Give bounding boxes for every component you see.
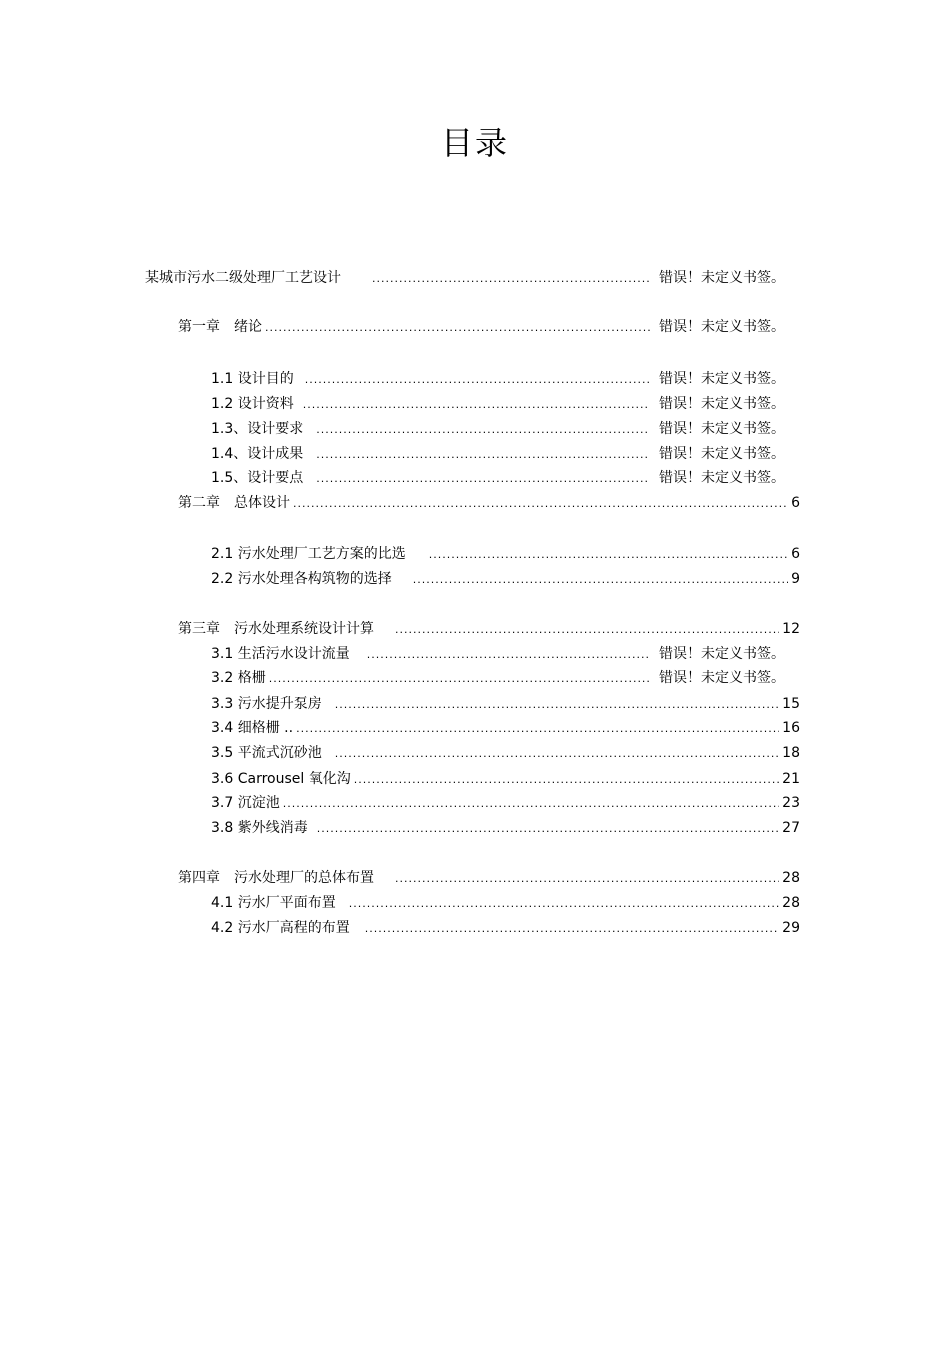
toc-leader-dots <box>303 395 650 415</box>
toc-entry[interactable] <box>211 918 800 939</box>
toc-leader-dots <box>316 420 650 440</box>
toc-entry-label: 2.1 污水处理厂工艺方案的比选 <box>211 546 406 562</box>
toc-leader-dots <box>413 570 788 590</box>
toc-entry-page: 9 <box>791 571 800 587</box>
toc-entry[interactable] <box>211 444 785 465</box>
toc-leader-dots <box>316 445 650 465</box>
toc-entry[interactable] <box>211 544 800 565</box>
toc-entry-label: 3.5 平流式沉砂池 <box>211 745 322 761</box>
toc-entry[interactable] <box>211 743 800 764</box>
toc-entry-page: 29 <box>782 920 800 936</box>
toc-entry-page: 错误！未定义书签。 <box>659 371 785 387</box>
toc-entry-label: 3.7 沉淀池 <box>211 795 280 811</box>
toc-entry[interactable] <box>211 694 800 715</box>
toc-entry-label: 某城市污水二级处理厂工艺设计 <box>145 270 341 286</box>
toc-leader-dots <box>429 545 788 565</box>
toc-entry-page: 错误！未定义书签。 <box>659 470 785 486</box>
toc-entry-label: 1.5、设计要点 <box>211 470 304 486</box>
toc-entry-label: 3.4 细格栅 .. <box>211 720 294 736</box>
toc-entry-label: 第三章 污水处理系统设计计算 <box>178 621 374 637</box>
toc-entry-label: 第二章 总体设计 <box>178 495 290 511</box>
toc-entry[interactable] <box>178 619 800 640</box>
toc-leader-dots <box>316 469 650 489</box>
toc-leader-dots <box>265 318 650 338</box>
toc-entry[interactable] <box>211 718 800 739</box>
toc-entry-page: 16 <box>782 720 800 736</box>
toc-entry-page: 错误！未定义书签。 <box>659 396 785 412</box>
toc-entry-label: 2.2 污水处理各构筑物的选择 <box>211 571 392 587</box>
toc-leader-dots <box>335 744 779 764</box>
toc-entry-label: 4.1 污水厂平面布置 <box>211 895 336 911</box>
toc-entry[interactable] <box>178 317 785 338</box>
toc-entry[interactable] <box>211 818 800 839</box>
toc-entry-page: 错误！未定义书签。 <box>659 646 785 662</box>
toc-entry-label: 3.6 Carrousel 氧化沟 <box>211 771 351 787</box>
toc-leader-dots <box>365 919 779 939</box>
toc-entry-page: 12 <box>782 621 800 637</box>
toc-entry-page: 错误！未定义书签。 <box>659 670 785 686</box>
toc-leader-dots <box>349 894 779 914</box>
toc-entry-page: 错误！未定义书签。 <box>659 270 785 286</box>
toc-entry-label: 1.3、设计要求 <box>211 421 304 437</box>
toc-entry[interactable] <box>145 268 785 289</box>
toc-leader-dots <box>293 494 788 514</box>
toc-leader-dots <box>395 620 779 640</box>
toc-entry-label: 3.3 污水提升泵房 <box>211 696 322 712</box>
toc-entry-page: 错误！未定义书签。 <box>659 421 785 437</box>
toc-entry-page: 错误！未定义书签。 <box>659 446 785 462</box>
toc-entry[interactable] <box>178 868 800 889</box>
toc-entry-label: 第一章 绪论 <box>178 319 262 335</box>
toc-entry-label: 1.1 设计目的 <box>211 371 294 387</box>
toc-entry-page: 21 <box>782 771 800 787</box>
toc-entry-page: 6 <box>791 495 800 511</box>
toc-entry-page: 28 <box>782 870 800 886</box>
toc-entry-page: 18 <box>782 745 800 761</box>
toc-entry[interactable] <box>211 419 785 440</box>
toc-leader-dots <box>283 794 779 814</box>
toc-entry[interactable] <box>211 569 800 590</box>
toc-entry[interactable] <box>211 468 785 489</box>
toc-entry-page: 6 <box>791 546 800 562</box>
toc-leader-dots <box>269 669 650 689</box>
toc-entry[interactable] <box>211 668 785 689</box>
toc-leader-dots <box>296 719 779 739</box>
toc-entry-page: 28 <box>782 895 800 911</box>
toc-entry[interactable] <box>211 769 800 790</box>
toc-entry[interactable] <box>211 893 800 914</box>
toc-entry-label: 1.2 设计资料 <box>211 396 294 412</box>
toc-entry-page: 15 <box>782 696 800 712</box>
toc-leader-dots <box>372 269 650 289</box>
toc-leader-dots <box>317 819 779 839</box>
toc-entry[interactable] <box>211 394 785 415</box>
toc-leader-dots <box>354 770 779 790</box>
toc-entry-label: 3.1 生活污水设计流量 <box>211 646 350 662</box>
toc-entry[interactable] <box>211 369 785 390</box>
toc-entry[interactable] <box>211 793 800 814</box>
toc-entry-page: 错误！未定义书签。 <box>659 319 785 335</box>
toc-leader-dots <box>395 869 779 889</box>
toc-entry-label: 3.8 紫外线消毒 <box>211 820 308 836</box>
toc-entry-label: 3.2 格栅 <box>211 670 266 686</box>
toc-entry-label: 4.2 污水厂高程的布置 <box>211 920 350 936</box>
toc-entry-page: 23 <box>782 795 800 811</box>
toc-entry[interactable] <box>178 493 800 514</box>
toc-leader-dots <box>335 695 779 715</box>
page-title: 目录 <box>440 124 509 162</box>
toc-leader-dots <box>367 645 650 665</box>
toc-entry[interactable] <box>211 644 785 665</box>
toc-entry-label: 第四章 污水处理厂的总体布置 <box>178 870 374 886</box>
toc-entry-label: 1.4、设计成果 <box>211 446 304 462</box>
toc-leader-dots <box>305 370 650 390</box>
toc-entry-page: 27 <box>782 820 800 836</box>
